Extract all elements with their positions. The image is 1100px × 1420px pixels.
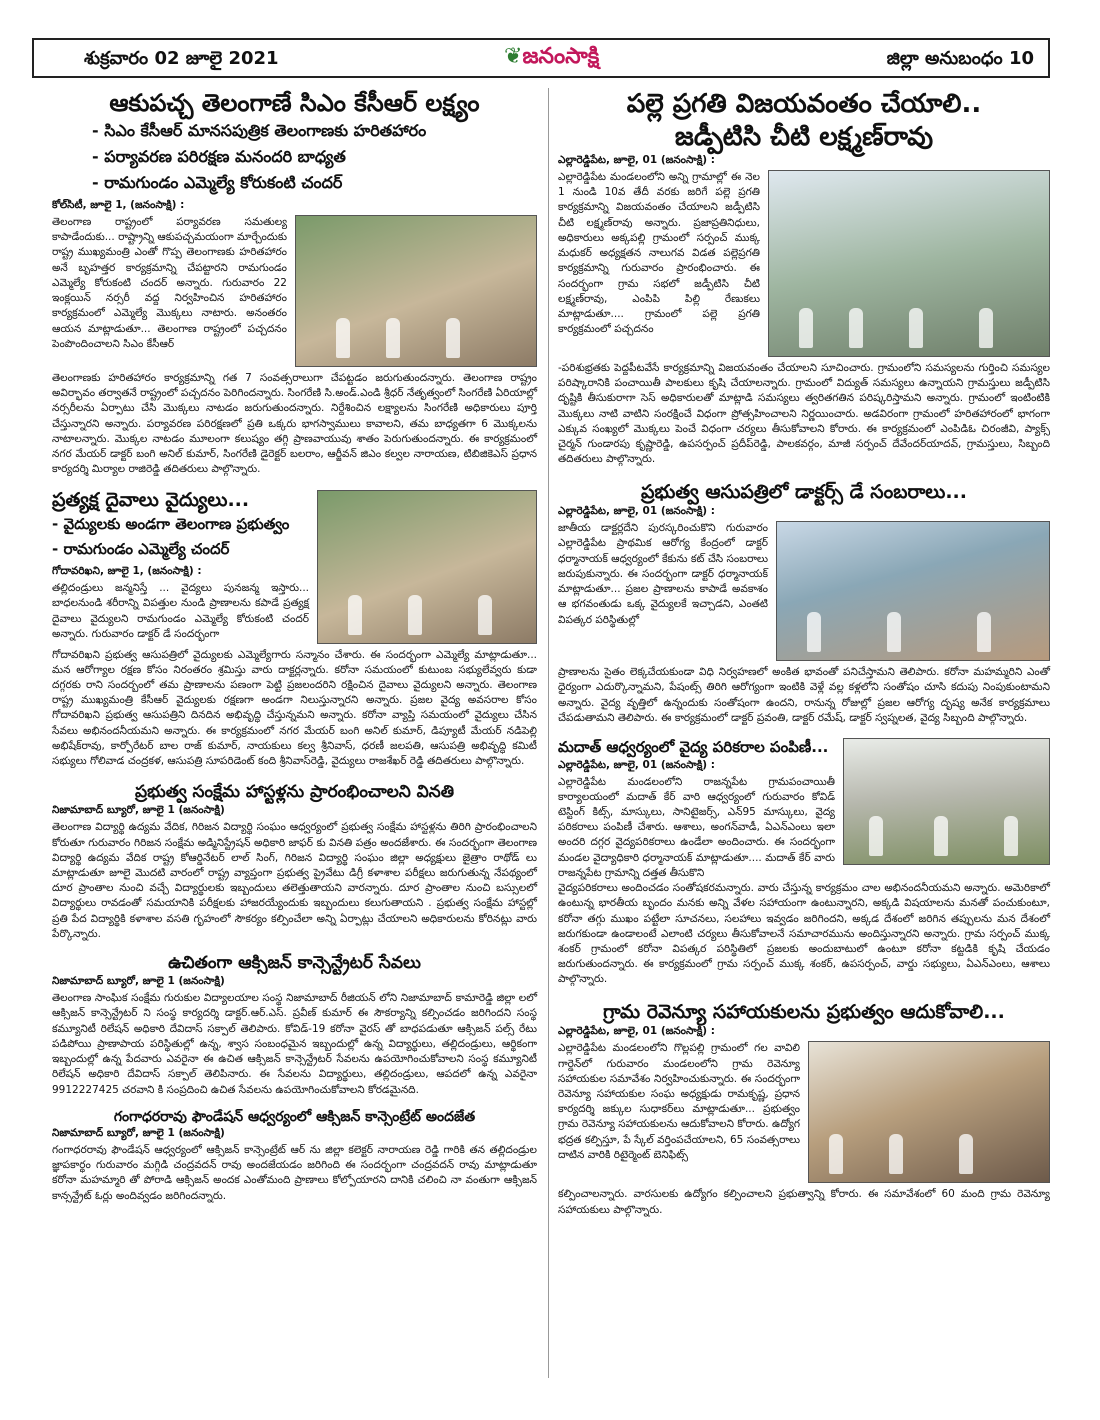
article-oxygen-foundation <box>52 1108 537 1204</box>
person-figure <box>909 308 923 348</box>
dateline: ఎల్లారెడ్డిపేట, జూలై, 01 (జనంసాక్షి) : <box>558 505 715 518</box>
dateline: ఎల్లారెడ్డిపేట, జూలై, 01 (జనంసాక్షి) : <box>558 1025 715 1038</box>
article-palle-pragathi <box>558 88 1050 468</box>
leaf-icon: ❦ <box>504 44 523 69</box>
person-figure <box>887 612 901 652</box>
logo-text: జనంసాక్షి <box>522 44 600 69</box>
article-subtitle: - పర్యావరణ పరిరక్షణ మనందరి బాధ్యత <box>92 147 346 166</box>
article-body: వైద్యపరికరాలు అందించడం సంతోషకరమన్నారు. వారు చేస్తున్న కార్యక్రమం చాల అభినందనీయమని అన్నారు. అమెరికాలో ఉంటున్న భారతీయ బృందం మనకు అన్ని వేళల సహాయంగా ఉంటున్నారని, అక్కడి విషయాలను మనతో పంచుకుంటూ, కరోనా తగ్గు ముఖం పట్టేలా సూచనలు, సలహాలు ఇవ్వడం జరిగిందని, అక్కడ దేశంలో జరిగిన తప్పులను మన దేశంలో జరుగకుండా ఉండాలంటే ఎలాంటి చర్యలు తీసుకోవాలనే సమాచారమును అందిస్తున్నారని అన్నారు. గ్రామ సర్పంచ్ ముక్క శంకర్ గ్రామంలో కరోనా విపత్కర పరిస్థితిలో ప్రజలకు అందుబాటులో ఉంటూ కరోనా కట్టడికి కృషి చేయడం జరుగుతుందన్నారు. ఈ కార్యక్రమంలో గ్రామ సర్పంచ్ ముక్క శంకర్, ఉపసర్పంచ్, వార్డు సభ్యులు, ఏఎన్ఎంలు, ఆశాలు పాల్గొన్నారు. <box>558 882 1050 986</box>
article-revenue-assistants <box>558 1000 1050 1218</box>
article-green-telangana <box>52 88 537 478</box>
person-figure <box>478 595 492 635</box>
person-figure <box>869 816 883 856</box>
person-figure <box>889 1134 903 1174</box>
article-subtitle: - రామగుండం ఎమ్మెల్యే కోరుకంటి చందర్ <box>92 173 343 192</box>
dateline: నిజామాబాద్ బ్యూరో, జూలై 1 (జనంసాక్షి) <box>52 804 225 817</box>
person-figure <box>799 308 813 348</box>
column-divider <box>548 88 549 1378</box>
person-figure <box>934 816 948 856</box>
article-subtitle: - రామగుండం ఎమ్మెల్యే చందర్ <box>52 540 230 559</box>
article-body: తెలంగాణ విద్యార్థి ఉద్యమ వేదిక, గిరిజన విద్యార్థి సంఘం ఆధ్వర్యంలో ప్రభుత్వ సంక్షేమ హాస్టళ్లను తిరిగి ప్రారంభించాలని కోరుతూ గురువారం గిరిజన సంక్షేమ అడ్మినిస్ట్రేషన్ అధికారి జాఫర్ కు వినతి పత్రం అందజేశారు. ఈ సందర్భంగా తెలంగాణ విద్యార్థి ఉద్యమ వేదిక రాష్ట్ర కోఆర్డినేటర్ లాల్ సింగ్, గిరిజన విద్యార్థి సంఘం జిల్లా అధ్యక్షులు జైత్రాం రాథోడ్ లు మాట్లాడుతూ జూలై మొదటి వారంలో రాష్ట్ర వ్యాప్తంగా ప్రభుత్వ ప్రైవేటు డిగ్రీ కళాశాల పరీక్షలు జరుగుతున్న నేపథ్యంలో దూర ప్రాంతాల నుంచి వచ్చే విద్యార్థులకు ఇబ్బందులు తలెత్తుతాయని వారన్నారు. దూర ప్రాంతాల నుంచి బస్సులలో విద్యార్థులు రావడంతో సమయానికి పరీక్షలకు హాజరయ్యేందుకు ఇబ్బందులు కలుగుతాయని . ప్రభుత్వ సంక్షేమ హాస్టల్లో ప్రతి పేద విద్యార్థికి కళాశాల వసతి గృహంలో సౌకర్యం కల్పించేలా అన్ని ఏర్పాట్లు చేయాలని అధికారులను కోరినట్లు వారు పేర్కొన్నారు. <box>52 821 537 940</box>
issue-date: శుక్రవారం 02 జూలై 2021 <box>84 48 279 69</box>
person-figure <box>386 318 400 358</box>
person-figure <box>408 595 422 635</box>
article-photo <box>768 170 1050 357</box>
person-figure <box>807 612 821 652</box>
person-figure <box>849 308 863 348</box>
dateline: నిజామాబాద్ బ్యూరో, జూలై 1 (జనంసాక్షి) <box>52 975 225 988</box>
article-photo <box>317 490 537 644</box>
person-figure <box>959 1134 973 1174</box>
person-figure <box>979 308 993 348</box>
article-body: తల్లిదండ్రులు జన్మనిస్తే ... వైద్యలు పునజన్మ ఇస్తారు... బాధలనుండి శరీరాన్ని విపత్తుల నుండి ప్రాణాలను కపాడే ప్రత్యక్ష దైవాలు వైద్యులని రామగుండం ఎమ్మెల్యే కోరుకంటి చందర్ అన్నారు. గురువారం డాక్టర్ డే సందర్భంగా <box>52 582 309 640</box>
article-body: తెలంగాణ సాంఘిక సంక్షేమ గురుకుల విద్యాలయాల సంస్థ నిజామాబాద్ రీజియన్ లోని నిజామాబాద్ కామారెడ్డి జిల్లా లలో ఆక్సిజన్ కాన్సెన్ట్రేటర్ ని సంస్థ కార్యదర్శి డాక్టర్.ఆర్.ఎస్. ప్రవీణ్ కుమార్ ఈ సౌకర్యాన్ని కల్పించడం జరిగిందని సంస్థ కమ్యూనిటీ రిలేషన్ అధికారి దేవిదాస్ సక్పాల్ తెలిపారు. కోవిడ్-19 కరోనా వైరస్ తో బాధపడుతూ ఆక్సిజన్ పల్స్ రేటు పడిపోయి ప్రాణాపాయ పరిస్థితుల్లో ఉన్న, శ్వాస సంబంధమైన ఇబ్బందుల్లో ఉన్న విద్యార్థులు, తల్లిదండ్రులు, ఆర్థికంగా ఇబ్బందుల్లో ఉన్న పేదవారు ఎవరైనా ఈ ఉచిత ఆక్సిజన్ కాన్సెన్ట్రేటర్ సేవలను ఉపయోగించుకోవాలని సంస్థ కమ్యూనిటీ రిలేషన్ అధికారి దేవిదాస్ సక్పాల్ తెలిపినారు. ఈ సేవలను విద్యార్థులు, తల్లిదండ్రులు, ఆపదలో ఉన్న ఎవరైనా 9912227425 చరవాని కి సంప్రదించి ఉచిత సేవలను ఉపయోగించుకోవాలని కోరడమైనది. <box>52 992 537 1096</box>
article-title: ప్రత్యక్ష దైవాలు వైద్యులు... <box>52 488 250 511</box>
article-title: మదాత్ ఆధ్వర్యంలో వైద్య పరికరాల పంపిణీ... <box>558 738 829 757</box>
article-oxygen-free <box>52 952 537 1098</box>
person-figure <box>446 318 460 358</box>
article-body: గంగాధరరావు ఫౌండేషన్ ఆధ్వర్యంలో ఆక్సిజన్ కాన్సెంట్రేట్ ఆర్ ను జిల్లా కలెక్టర్ నారాయణ రెడ్డి గారికి తన తల్లిదండ్రుల జ్ఞాపకార్థం గురువారం మగ్గిడి చంద్రవదన్ రావు అందజేయడం జరిగింది ఈ సందర్భంగా చంద్రవదన్ రావు మాట్లాడుతూ కరోనా మహమ్మారి తో పోరాడి ఆక్సిజన్ అందక ఎంతోమంది ప్రాణాలు కోల్పోయారని దానికి చలించి నా వంతుగా ఆక్సిజన్ కాన్సన్ట్రేట్ ఓర్లు అందివ్వడం జరిగిందన్నారు. <box>52 1143 537 1202</box>
dateline: గోదావరిఖని, జూలై 1, (జనంసాక్షి) : <box>52 565 202 578</box>
article-body: జాతీయ డాక్టర్లదేని పురస్కరించుకొని గురువారం ఎల్లారెడ్డిపేట ప్రాథమిక ఆరోగ్య కేంద్రంలో డాక్టర్ ధర్మానాయక్ ఆధ్వర్యంలో కేకును కట్ చేసి సంబరాలు జరుపుకున్నారు. ఈ సందర్భంగా డాక్టర్ ధర్మానాయక్ మాట్లాడుతూ... ప్రజల ప్రాణాలను కాపాడే అవకాశం ఆ భగవంతుడు ఒక్క వైద్యులకే ఇచ్చాడని, ఎంతటి విపత్కర పరిస్థితుల్లో <box>558 522 768 626</box>
article-body: కల్పించాలన్నారు. వారసులకు ఉద్యోగం కల్పించాలని ప్రభుత్వాన్ని కోరారు. ఈ సమావేశంలో 60 మంది గ్రామ రెవెన్యూ సహాయకులు పాల్గొన్నారు. <box>558 1188 1050 1216</box>
article-body: తెలంగాణకు హరితహారం కార్యక్రమాన్ని గత 7 సంవత్సరాలుగా చేపట్టడం జరుగుతుందన్నారు. తెలంగాణ రాష్ట్రం అవిర్భావం తర్వాతనే రాష్ట్రంలో పచ్చదనం పెరిగిందన్నారు. సింగరేణి సి.అండ్.ఎండి శ్రీధర్ నేతృత్వంలో సింగరేణి ఏరియాల్లో నర్సరీలను ఏర్పాటు చేసి మొక్కలు నాటడం జరుగుతుందన్నారు. నిర్దేశించిన లక్ష్యాలను సింగరేణి అధికారులు పూర్తి చేస్తున్నారని అన్నారు. పర్యావరణ పరిరక్షణలో ప్రతి ఒక్కరు భాగస్వాములు కావాలని, తమ బాధ్యతగా 6 మొక్కలను నాటాలన్నారు. మొక్కల నాటడం మూలంగా కలుష్యం తగ్గి ప్రాణవాయువు శాతం పెరుగుతుందన్నారు. ఈ కార్యక్రమంలో నగర మేయర్ డాక్టర్ బంగి అనిల్ కుమార్, సింగరేణి డైరెక్టర్ బలరాం, ఆర్జీవన్ జిఎం కల్వల నారాయణ, టిబిజికెఎస్ ప్రధాన కార్యదర్శి మిర్యాల రాజిరెడ్డి తదితరులు పాల్గొన్నారు. <box>52 372 537 476</box>
person-figure <box>336 318 350 358</box>
article-body: ప్రాణాలను సైతం లెక్కచేయకుండా విధి నిర్వహణలో అంకిత భావంతో పనిచేస్తామని తెలిపారు. కరోనా మహమ్మరిని ఎంతో ధైర్యంగా ఎదుర్కొన్నామని, పేషంట్స్ తిరిగి ఆరోగ్యంగా ఇంటికి వెళ్లే వల్ల కళ్లలోని సంతోషం చూసి కదుపు నింపుకుంటామని అన్నారు. వైద్య వృత్తిలో ఉన్నందుకు సంతోషంగా ఉందని, రానున్న రోజుల్లో ప్రజల ఆరోగ్య దృష్య అనేక కార్యక్రమాలు చేపడుతామని తెలిపారు. ఈ కార్యక్రమంలో డాక్టర్ ప్రవంతి, డాక్టర్ రమేష్, డాక్టర్ స్వప్నలత, వైద్య సిబ్బంది పాల్గొన్నారు. <box>558 666 1050 724</box>
article-photo <box>776 521 1050 661</box>
article-body: గోదావరిఖని ప్రభుత్వ ఆసుపత్రిలో వైద్యులకు ఎమ్మెల్యేగారు సన్మానం చేశారు. ఈ సందర్భంగా ఎమ్మెల్యే మాట్లాడుతూ... మన ఆరోగ్యాల రక్షణ కోసం నిరంతరం శ్రమిస్తు వారు దాక్టర్లన్నారు. కరోనా సమయంలో కుటుంబ సభ్యులేవ్వరు కుడా దగ్గరకు రాని సందర్బంలో తమ ప్రాణాలను పణంగా పెట్టి ప్రజలందరిని రక్షించిన దైవాలు వైద్యులని అన్నారు. తెలంగాణ రాష్ట్ర ముఖ్యమంత్రి కేసీఆర్ వైద్యులకు రక్షణగా అండగా నిలుస్తున్నారని అన్నారు. ప్రజల వైద్య అవసరాల కోసం గోదావరిఖని ప్రభుత్వ ఆసుపత్రిని దినదిన అభివృద్ధి చేస్తున్నమని అన్నారు. కరోనా వ్యాప్తి సమయంలో వైద్యులు చేసిన సేవలు అభినందనీయమని అన్నారు. ఈ కార్యక్రమంలో నగర మేయర్ బంగి అనిల్ కుమార్, డిప్యూటీ మేయర్ నడిపెల్లి అభిషేక్‌రావు, కార్పోరేటర్ బాల రాజ్ కుమార్, నాయకులు కల్వ శ్రీనివాస్, ధరణీ జలపతి, ఆసుపత్రి అభివృద్ధి కమిటీ సభ్యులు గోలివాడ చంద్రకళ, ఆసుపత్రి సూపరిడెంట్ కంది శ్రీనివాస్‌రెడ్డి, వైద్యులు రాజశేఖర్ రెడ్డి తదితరులు పాల్గొన్నారు. <box>52 648 537 768</box>
article-title: ఆకుపచ్చ తెలంగాణే సిఎం కేసీఆర్ లక్ష్యం <box>109 89 480 117</box>
dateline: కోల్‌సిటీ, జూలై 1, (జనంసాక్షి) : <box>52 199 185 211</box>
article-body: తెలంగాణ రాష్ట్రంలో పర్యావరణ సమతుల్య కాపాడేందుకు... రాష్ట్రాన్ని ఆకుపచ్చమయంగా మార్చేందుకు రాష్ట్ర ముఖ్యమంత్రి ఎంతో గొప్ప తెలంగాణకు హరితహారం అనే బృహత్తర కార్యక్రమాన్ని చేపట్టారని రామగుండం ఎమ్మెల్యే కోరుకంటి చందర్ అన్నారు. గురువారం 22 ఇంక్లయిన్ నర్సరీ వద్ద నిర్వహించిన హరితహారం కార్యక్రమంలో ఎమ్మెల్యే మొక్కలు నాటారు. అనంతరం ఆయన మాట్లాడుతూ... తెలంగాణ రాష్ట్రంలో పచ్చదనం పెంపొందించాలని సిఎం కేసీఆర్ <box>52 216 287 350</box>
article-title: గ్రామ రెవెన్యూ సహాయకులను ప్రభుత్వం ఆదుకోవాలి... <box>603 1000 1005 1023</box>
article-doctors-day <box>558 480 1050 727</box>
dateline: ఎల్లారెడ్డిపేట, జూలై, 01 (జనంసాక్షి) : <box>558 154 715 166</box>
right-column <box>558 88 1050 1378</box>
article-title: ప్రభుత్వ ఆసుపత్రిలో డాక్టర్స్ డే సంబరాలు... <box>641 480 967 503</box>
article-title: గంగాధరరావు ఫౌండేషన్ ఆధ్వర్యంలో ఆక్సిజన్ కాన్సెంట్రేట్ అందజేత <box>113 1108 476 1125</box>
article-madath-care <box>558 738 1050 988</box>
section-label: జిల్లా అనుబంధం 10 <box>886 48 1034 69</box>
person-figure <box>348 595 362 635</box>
person-figure <box>829 1134 843 1174</box>
article-title: ప్రభుత్వ సంక్షేమ హాస్టళ్లను ప్రారంభించాలని వినతి <box>134 782 454 803</box>
dateline: ఎల్లారెడ్డిపేట, జూలై, 01 (జనంసాక్షి) : <box>558 758 715 771</box>
newspaper-logo <box>504 44 599 74</box>
article-body: ఎల్లారెడ్డిపేట మండలంలోని రాజన్నపేట గ్రామపంచాయితీ కార్యాలయంలో మదాత్ కేర్ వారి ఆధ్వర్యంలో గురువారం కోవిడ్ టెస్టింగ్ కిట్స్, మాస్కులు, సానిటైజర్స్, ఎన్95 మాస్కులు, వైద్య పరికరాలు పంపిణీ చేశారు. ఆశాలు, అంగన్‌వాడీ, ఏఎన్ఎంలు ఇలా అందరి దగ్గర వైద్యపరికరాలు ఉండేలా అందించారు. ఈ సందర్భంగా మండల వైద్యాధికారి ధర్మానాయక్ మాట్లాడుతూ.... మదాత్ కేర్ వారు రాజన్నపేట గ్రామాన్ని దత్తత తీసుకొని <box>558 775 835 879</box>
article-subtitle: - సిఎం కేసీఆర్ మానసపుత్రిక తెలంగాణకు హరితహారం <box>92 121 427 140</box>
article-title: ఉచితంగా ఆక్సిజన్ కాన్సెన్ట్రేటర్ సేవలు <box>168 953 421 974</box>
article-body: -పరిశుభ్రతకు పెద్దపీటవేసే కార్యక్రమాన్ని విజయవంతం చేయాలని సూచించారు. గ్రామంలోని సమస్యలను గుర్తించి సమస్యల పరిష్కారానికి పంచాయితీ పాలకులు కృషి చేయాలన్నారు. గ్రామంలో విద్యుత్ సమస్యలు ఉన్నాయని గ్రామస్తులు జడ్పీటిసి దృష్టికి తీసుకురాగా సెస్ అధికారులతో మాట్లాడి సమస్యలు త్వరితగతిన పరిష్కరిస్తామని అన్నారు. గ్రామంలో ఇంటింటికి మొక్కలు నాటి వాటిని సంరక్షించే విధంగా ప్రోత్సహించాలని నిర్ణయించారు. అడవిరంగా గ్రామంలో హరితహారంలో భాగంగా ఎక్కువ సంఖ్యలో మొక్కలు పెంచే విధంగా చర్యలు తీసుకోవాలని కోరారు. ఈ కార్యక్రమంలో ఎంపిడిఓ చిరంజీవి, ప్యాక్స్ చైర్మన్ గుండారపు కృష్ణారెడ్డి, ఉపసర్పంచ్ ప్రదీప్‌రెడ్డి, పాలకవర్గం, మాజీ సర్పంచ్ దేవేందర్‌యాదవ్, గ్రామస్తులు, సిబ్బంది తదితరులు పాల్గొన్నారు. <box>558 362 1050 466</box>
article-body: ఎల్లారెడ్డిపేట మండలంలోని గొల్లపల్లి గ్రామంలో గల వావిలి గార్డెన్‌లో గురువారం మండలంలోని గ్రామ రెవెన్యూ సహాయకుల సమావేశం నిర్వహించుకున్నారు. ఈ సందర్భంగా రెవెన్యూ సహాయకుల సంఘ అధ్యక్షుడు రామకృష్ణ, ప్రధాన కార్యదర్శి జక్కుల సుధాకర్‌లు మాట్లాడుతూ... ప్రభుత్వం గ్రామ రెవెన్యూ సహాయకులను ఆదుకోవాలని కోరారు. ఉద్యోగ భద్రత కల్పిస్తూ, పే స్కేల్ వర్తింపచేయాలని, 65 సంవత్సరాలు దాటిన వారికి రిటైర్మెంట్ బెనిఫిట్స్ <box>558 1042 800 1161</box>
article-photo <box>295 215 537 367</box>
article-title: జడ్పీటిసి చీటి లక్ష్మణ్‌రావు <box>674 121 934 152</box>
article-title: పల్లె ప్రగతి విజయవంతం చేయాలి.. <box>626 89 982 119</box>
article-hostels <box>52 781 537 942</box>
person-figure <box>1004 816 1018 856</box>
article-photo <box>808 1041 1050 1183</box>
article-body: ఎల్లారెడ్డిపేట మండలంలోని అన్ని గ్రామాల్లో ఈ నెల 1 నుండి 10వ తేదీ వరకు జరిగే పల్లె ప్రగతి కార్యక్రమాన్ని విజయవంతం చేయాలని జడ్పీటిసి చీటి లక్ష్మణ్‌రావు అన్నారు. ప్రజాప్రతినిధులు, అధికారులు అక్కపల్లి గ్రామంలో సర్పంచ్ ముక్క మధుకర్ అధ్యక్షతన నాలుగవ విడత పల్లెప్రగతి కార్యక్రమాన్ని గురువారం ప్రారంభించారు. ఈ సందర్భంగా గ్రామ సభలో జడ్పీటిసి చీటి లక్ష్మణ్‌రావు, ఎంపిపి పిల్లి రేణుకలు మాట్లాడుతూ.... గ్రామంలో పల్లె ప్రగతి కార్యక్రమంలో పచ్చదనం <box>558 171 760 336</box>
person-figure <box>977 612 991 652</box>
article-doctors-gods <box>52 488 537 770</box>
article-subtitle: - వైద్యులకు అండగా తెలంగాణ ప్రభుత్వం <box>52 515 290 534</box>
article-photo <box>843 738 1050 865</box>
left-column <box>52 88 537 1378</box>
dateline: నిజామాబాద్ బ్యూరో, జూలై 1 (జనంసాక్షి) <box>52 1126 225 1139</box>
masthead-bar <box>32 38 1050 78</box>
